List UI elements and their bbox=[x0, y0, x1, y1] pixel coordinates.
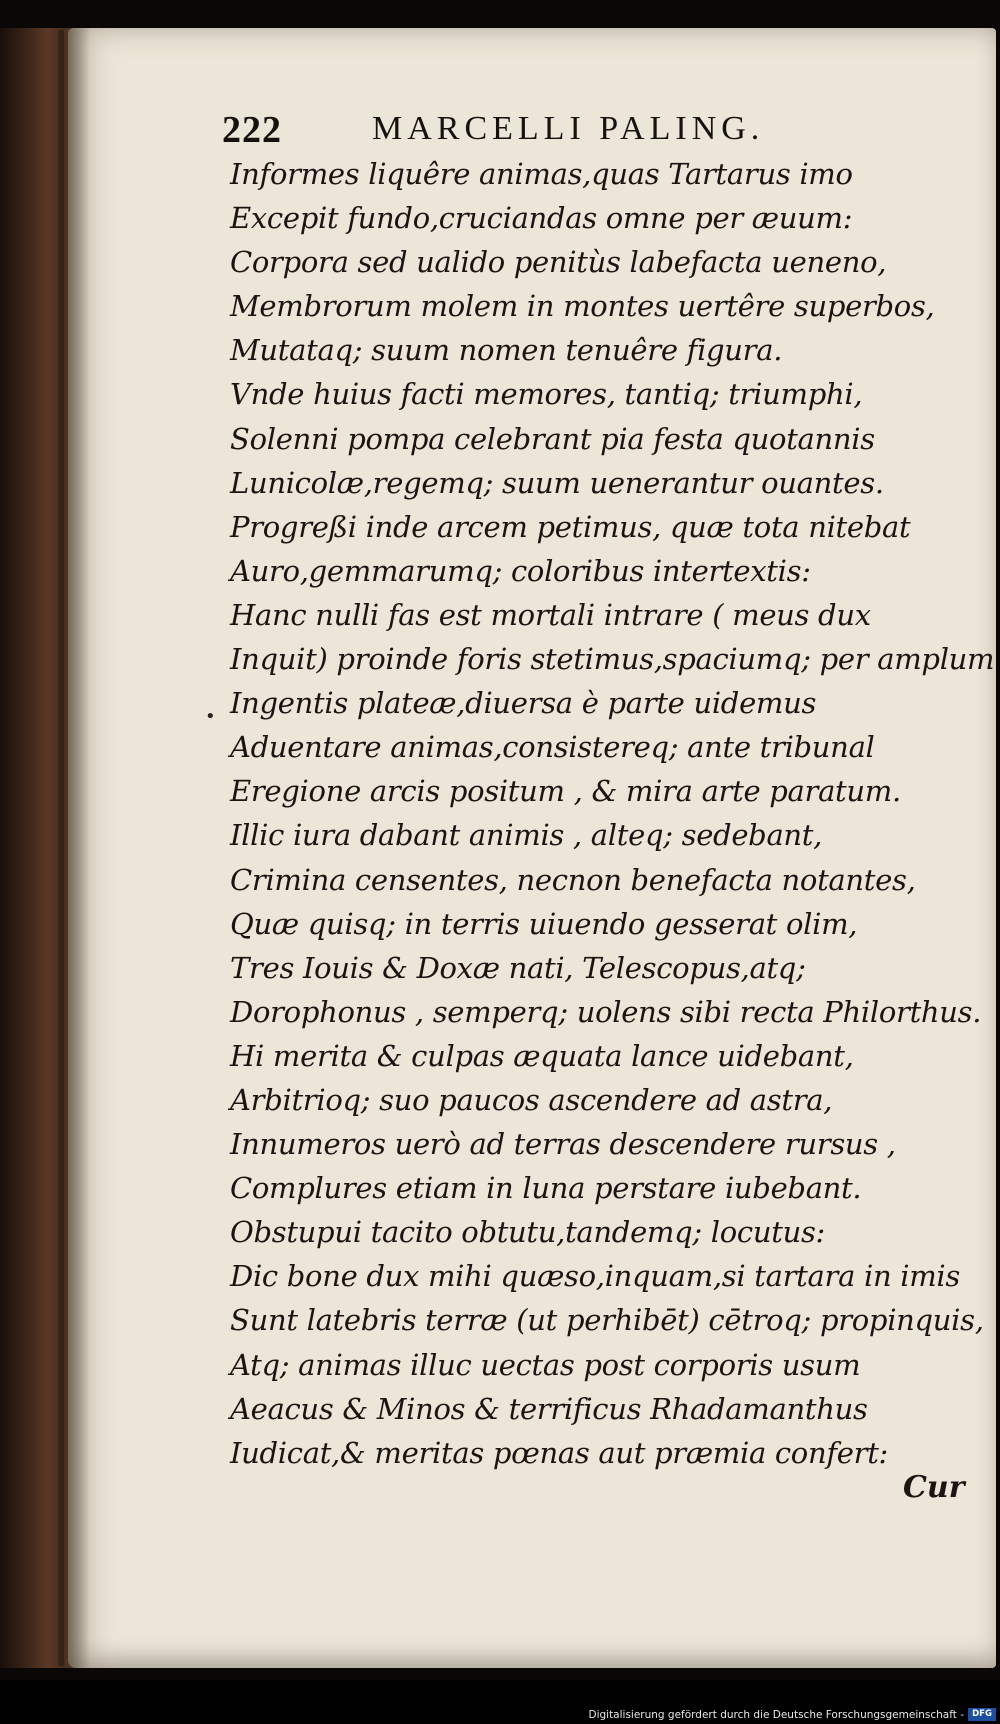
verse-line: Inquit) proinde foris stetimus,spaciumq; per amplum bbox=[230, 642, 995, 677]
verse-line: Dic bone dux mihi quæso,inquam,si tartara in imis bbox=[230, 1259, 960, 1294]
verse-line: Membrorum molem in montes uertêre superbos, bbox=[230, 289, 935, 324]
catchword: Cur bbox=[903, 1470, 965, 1505]
dfg-logo: DFG bbox=[968, 1708, 996, 1721]
verse-line: Complures etiam in luna perstare iubebant. bbox=[230, 1171, 862, 1206]
verse-line: Auro,gemmarumq; coloribus intertextis: bbox=[230, 553, 811, 588]
verse-line: Excepit fundo,cruciandas omne per æuum: bbox=[230, 201, 853, 236]
spine-edge bbox=[58, 30, 64, 1666]
verse-line: Tres Iouis & Doxæ nati, Telescopus,atq; bbox=[230, 950, 806, 985]
verse-line: Obstupui tacito obtutu,tandemq; locutus: bbox=[230, 1215, 826, 1250]
verse-line: Innumeros uerò ad terras descendere rursus , bbox=[230, 1127, 896, 1162]
verse-line: Quæ quisq; in terris uiuendo gesserat olim, bbox=[230, 906, 858, 941]
verse-line: Aduentare animas,consistereq; ante tribunal bbox=[230, 730, 875, 765]
verse-line: Sunt latebris terræ (ut perhibēt) cētroq; propinquis, bbox=[230, 1303, 984, 1338]
verse-line: Mutataq; suum nomen tenuêre figura. bbox=[230, 333, 783, 368]
verse-line: Corpora sed ualido penitùs labefacta ueneno, bbox=[230, 245, 887, 280]
verse-line: Atq; animas illuc uectas post corporis usum bbox=[230, 1347, 861, 1382]
verse-line: Hi merita & culpas æquata lance uidebant, bbox=[230, 1038, 854, 1073]
verse-line: Arbitrioq; suo paucos ascendere ad astra, bbox=[230, 1082, 833, 1117]
running-head: MARCELLI PALING. bbox=[372, 110, 765, 147]
page-header bbox=[222, 108, 822, 158]
page-number: 222 bbox=[222, 109, 282, 151]
funding-credit: Digitalisierung gefördert durch die Deutsche Forschungsgemeinschaft - bbox=[588, 1709, 964, 1721]
verse-line: Aeacus & Minos & terrificus Rhadamanthus bbox=[230, 1391, 868, 1426]
verse-line: Ingentis plateæ,diuersa è parte uidemus bbox=[230, 686, 817, 721]
page-gutter-shadow bbox=[68, 28, 90, 1668]
verse-line: Iudicat,& meritas pœnas aut præmia confert: bbox=[230, 1435, 889, 1470]
verse-line: Progreßi inde arcem petimus, quæ tota nitebat bbox=[230, 509, 911, 544]
verse-line: Illic iura dabant animis , alteq; sedebant, bbox=[230, 818, 823, 853]
verse-line: Vnde huius facti memores, tantiq; triumphi, bbox=[230, 377, 863, 412]
verse-line: Informes liquêre animas,quas Tartarus imo bbox=[230, 157, 853, 191]
verse-line: Solenni pompa celebrant pia festa quotannis bbox=[230, 421, 875, 456]
marginal-mark: • bbox=[205, 706, 216, 727]
verse-line: Hanc nulli fas est mortali intrare ( meus dux bbox=[230, 597, 871, 632]
verse-line: Dorophonus , semperq; uolens sibi recta Philorthus. bbox=[230, 994, 982, 1029]
verse-text bbox=[230, 152, 995, 1475]
verse-line: Eregione arcis positum , & mira arte paratum. bbox=[230, 774, 901, 809]
verse-line: Lunicolæ,regemq; suum uenerantur ouantes. bbox=[230, 465, 884, 500]
verse-line: Crimina censentes, necnon benefacta notantes, bbox=[230, 862, 916, 897]
